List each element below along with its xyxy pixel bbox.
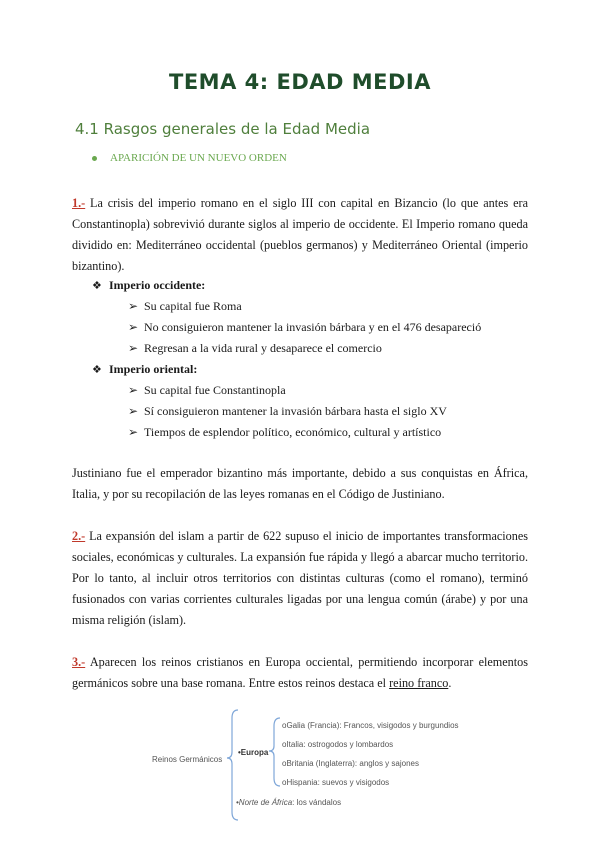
diagram-item: oGalia (Francia): Francos, visigodos y burgundios [282, 721, 459, 730]
arrow-bullet-icon: ➢ [128, 383, 139, 397]
arrow-bullet-icon: ➢ [128, 404, 139, 418]
list-item [128, 401, 447, 421]
list-item-text: No consiguieron mantener la invasión bárbara y en el 476 desapareció [144, 320, 482, 334]
occidente-label: Imperio occidente: [109, 278, 206, 292]
diagram-root: Reinos Germánicos [152, 755, 223, 764]
inner-bracket [269, 718, 280, 786]
diamond-bullet-icon: ❖ [92, 364, 102, 376]
diagram-item: oItalia: ostrogodos y lombardos [282, 740, 394, 749]
arrow-bullet-icon: ➢ [128, 341, 139, 355]
paragraph-1 [72, 193, 528, 277]
paragraph-text: La expansión del islam a partir de 622 supuso el inicio de importantes transformaciones sociales, económicas y culturales. La expansión fue rápida y llegó a abarcar mucho territorio. Por lo tanto, al incluir otros territorios con distintas culturas (como el romano), terminó fusionados con varias corrientes culturales ligadas por una lengua común (árabe) y por una misma religión (islam). [72, 529, 528, 627]
arrow-bullet-icon: ➢ [128, 425, 139, 439]
list-item-text: Regresan a la vida rural y desaparece el comercio [144, 341, 382, 355]
diagram-item: oHispania: suevos y visigodos [282, 778, 390, 787]
list-item [128, 422, 441, 442]
arrow-bullet-icon: ➢ [128, 320, 139, 334]
paragraph-2 [72, 526, 528, 631]
list-item-text: Su capital fue Constantinopla [144, 383, 286, 397]
list-item [128, 380, 286, 400]
list-item [128, 338, 382, 358]
paragraph-text: Aparecen los reinos cristianos en Europa occiental, permitiendo incorporar elementos germánicos sobre una base romana. Entre estos reinos destaca el [72, 655, 528, 690]
list-item [128, 317, 481, 337]
list-item [128, 296, 242, 316]
paragraph-number: 3.- [72, 655, 86, 669]
bullet-heading-text: APARICIÓN DE UN NUEVO ORDEN [110, 152, 287, 164]
list-item-text: Sí consiguieron mantener la invasión bárbara hasta el siglo XV [144, 404, 447, 418]
justiniano-paragraph: Justiniano fue el emperador bizantino más importante, debido a sus conquistas en África, Italia, y por su recopilación de las leyes romanas en el Código de Justiniano. [72, 466, 528, 501]
africa-rest: : los vándalos [292, 798, 342, 807]
list-item-text: Tiempos de esplendor político, económico, cultural y artístico [144, 425, 442, 439]
paragraph-end: . [448, 676, 452, 690]
diagram-item: oBritania (Inglaterra): anglos y sajones [282, 759, 419, 768]
diagram-africa [236, 798, 341, 807]
diagram-europa [238, 748, 268, 757]
list-item-text: Su capital fue Roma [144, 299, 242, 313]
reinos-germanicos-diagram [0, 700, 600, 830]
document-title: TEMA 4: EDAD MEDIA [169, 70, 431, 94]
paragraph-number: 2.- [72, 529, 86, 543]
paragraph-number: 1.- [72, 196, 86, 210]
arrow-bullet-icon: ➢ [128, 299, 139, 313]
europa-label: •Europa [238, 748, 269, 757]
paragraph-text: La crisis del imperio romano en el siglo III con capital en Bizancio (lo que antes era Constantinopla) sobrevivió durante siglos al imperio de occidente. El Imperio romano queda dividido en: Mediterráneo occidental (pueblos germanos) y Mediterráneo Oriental (imperio bizantino). [72, 196, 528, 273]
occidente-heading [92, 275, 205, 296]
oriental-heading [92, 359, 197, 380]
section-heading: 4.1 Rasgos generales de la Edad Media [75, 120, 371, 138]
reino-franco-link: reino franco [389, 676, 449, 690]
paragraph-3 [72, 652, 528, 694]
bullet-dot-icon [92, 156, 97, 161]
diamond-bullet-icon: ❖ [92, 280, 102, 292]
oriental-label: Imperio oriental: [109, 362, 198, 376]
bullet-heading [92, 152, 287, 164]
africa-label: •Norte de África [236, 798, 293, 807]
